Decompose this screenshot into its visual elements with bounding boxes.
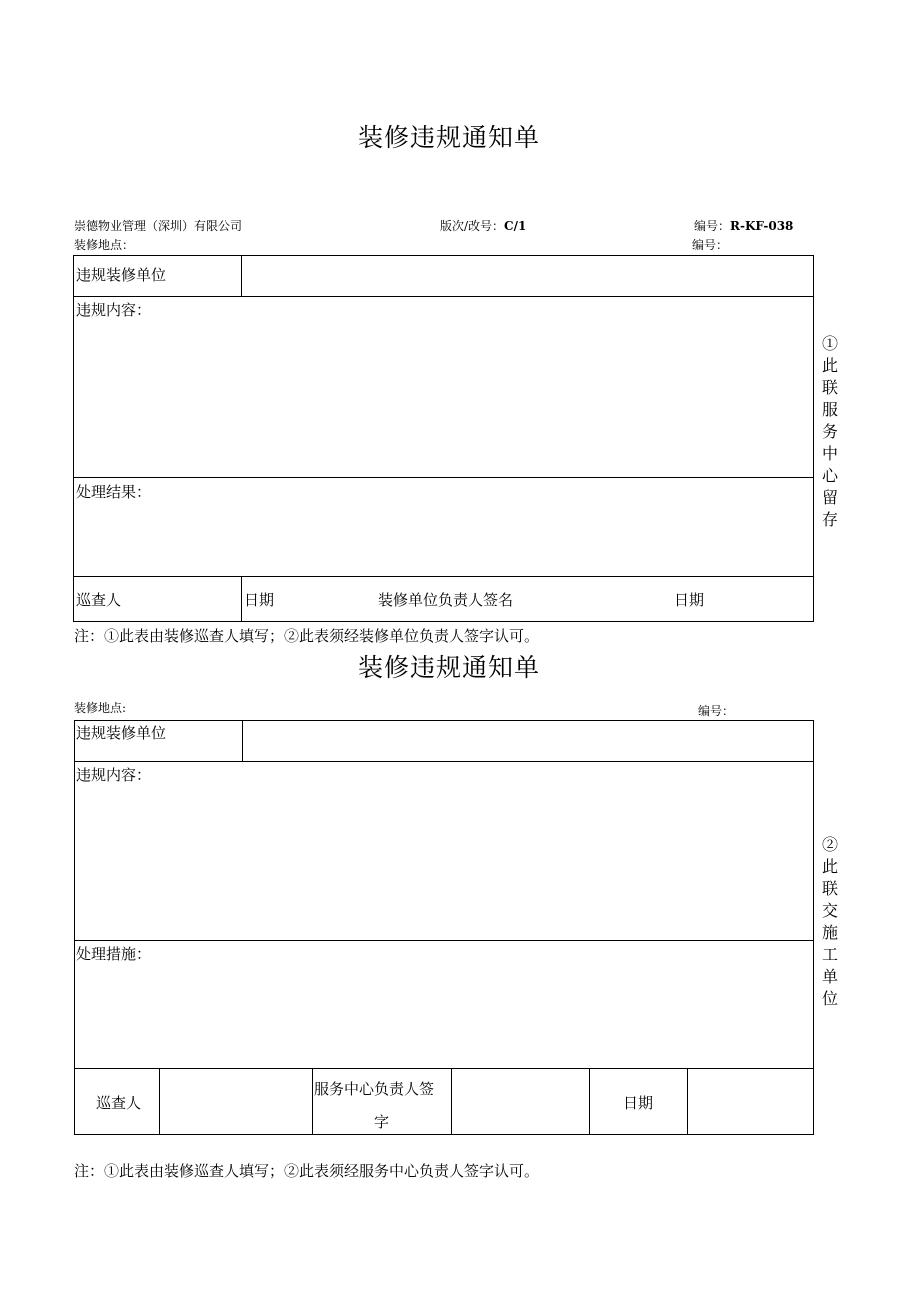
form1-title: 装修违规通知单 [358, 123, 541, 152]
form2-side-note: ②此联交施工单位 [821, 835, 838, 1008]
form1-divider [73, 576, 814, 577]
form1-content-label: 违规内容： [76, 301, 152, 319]
form2-divider [589, 1068, 590, 1135]
form1-divider [241, 255, 242, 296]
form1-unit-label: 违规装修单位 [76, 266, 167, 284]
form2-number-label: 编号： [698, 704, 735, 718]
form2-inspector-label: 巡查人 [96, 1094, 142, 1112]
form2-divider [312, 1068, 313, 1135]
form1-signer-label: 装修单位负责人签名 [378, 591, 514, 609]
form2-divider [687, 1068, 688, 1135]
form2-date-field[interactable] [690, 1071, 811, 1132]
form2-signer-label-cont: 字 [374, 1113, 390, 1131]
form2-divider [159, 1068, 160, 1135]
form1-content-field[interactable] [76, 320, 810, 474]
form1-inspector-label: 巡查人 [76, 591, 122, 609]
form1-divider [73, 296, 814, 297]
form-code-label: 编号： [694, 219, 731, 233]
form2-location-label: 装修地点: [74, 701, 127, 715]
form2-content-label: 违规内容： [76, 766, 152, 784]
company-name: 崇德物业管理（深圳）有限公司 [74, 219, 243, 233]
form2-unit-field[interactable] [245, 723, 811, 759]
form2-measures-label: 处理措施： [76, 945, 152, 963]
form2-signer-label: 服务中心负责人签 [314, 1080, 435, 1098]
form2-divider [74, 940, 814, 941]
form2-inspector-field[interactable] [162, 1071, 309, 1132]
form2-measures-field[interactable] [77, 964, 811, 1065]
form2-divider [242, 720, 243, 761]
form1-result-label: 处理结果： [76, 483, 152, 501]
form1-location-label: 装修地点： [74, 238, 135, 252]
version-info [440, 217, 526, 234]
form2-unit-label: 违规装修单位 [76, 724, 167, 742]
form1-side-note: ①此联服务中心留存 [821, 334, 838, 529]
form2-divider [74, 761, 814, 762]
form1-divider [73, 477, 814, 478]
form2-divider [74, 1068, 814, 1069]
form1-note: 注：①此表由装修巡查人填写；②此表须经装修单位负责人签字认可。 [74, 627, 540, 645]
form2-title: 装修违规通知单 [358, 653, 541, 682]
form2-signature-field[interactable] [454, 1071, 586, 1132]
form1-date-label: 日期 [244, 591, 275, 609]
form2-date-label: 日期 [623, 1094, 654, 1112]
form1-unit-field[interactable] [244, 258, 810, 294]
form1-number-label: 编号： [692, 238, 729, 252]
form2-note: 注：①此表由装修巡查人填写；②此表须经服务中心负责人签字认可。 [74, 1162, 540, 1180]
form1-divider [241, 576, 242, 622]
form2-divider [451, 1068, 452, 1135]
form1-result-field[interactable] [76, 502, 810, 573]
form-code [694, 217, 793, 234]
form2-content-field[interactable] [77, 785, 811, 937]
version-value: C/1 [504, 219, 527, 233]
version-label: 版次/改号： [440, 219, 505, 233]
form-code-value: R-KF-038 [730, 219, 794, 233]
form1-date-label-2: 日期 [674, 591, 705, 609]
